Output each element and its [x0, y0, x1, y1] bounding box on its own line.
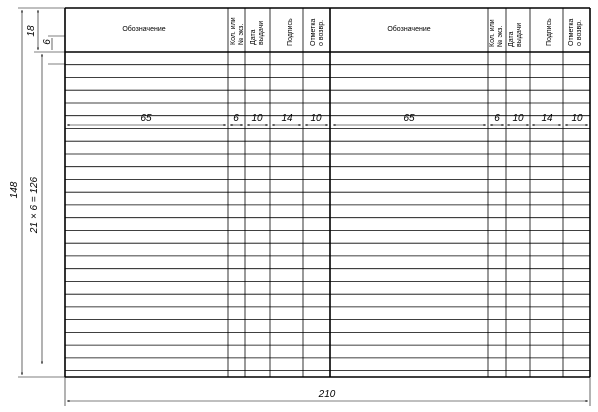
dim-label-total-width: 210: [318, 389, 336, 400]
header-right: [387, 18, 583, 47]
form-table: [65, 8, 590, 377]
header-left: [122, 17, 325, 46]
dim-label-signature: 14: [281, 113, 293, 124]
header-mark-line1: Отметка: [568, 18, 575, 46]
header-date-line1: Дата: [250, 29, 257, 45]
dim-label-mark: 10: [310, 113, 322, 124]
header-qty-line1: Кол. или: [230, 17, 237, 45]
header-mark-line1: Отметка: [310, 18, 317, 46]
dim-label-total-height: 148: [9, 181, 20, 199]
dim-label-date: 10: [251, 113, 263, 124]
dim-label-qty: 6: [233, 113, 239, 124]
header-date-line2: выдачи: [258, 20, 265, 45]
header-mark-line2: о возвр.: [576, 19, 583, 46]
header-designation: Обозначение: [387, 26, 431, 33]
header-qty-line2: № экз.: [238, 23, 245, 45]
dim-label-designation: 65: [140, 113, 152, 124]
dim-label-mark: 10: [571, 113, 583, 124]
header-mark-line2: о возвр.: [318, 19, 325, 46]
header-date-line1: Дата: [508, 31, 515, 47]
header-signature: Подпись: [546, 18, 553, 46]
dim-label-body-height: 21 × 6 = 126: [29, 176, 40, 234]
dim-label-designation: 65: [403, 113, 415, 124]
column-dimensions: [67, 113, 588, 125]
width-dimension: [65, 377, 590, 406]
dim-label-header-sub: 6: [42, 39, 53, 45]
dim-label-signature: 14: [541, 113, 553, 124]
dim-label-header-height: 18: [26, 25, 37, 37]
dim-label-qty: 6: [494, 113, 500, 124]
dim-label-date: 10: [512, 113, 524, 124]
header-qty-line1: Кол. или: [489, 19, 496, 47]
header-signature: Подпись: [287, 18, 294, 46]
height-dimensions: [9, 8, 65, 377]
header-designation: Обозначение: [122, 26, 166, 33]
row-lines: [65, 65, 590, 371]
header-qty-line2: № экз.: [497, 25, 504, 47]
header-date-line2: выдачи: [516, 22, 523, 47]
